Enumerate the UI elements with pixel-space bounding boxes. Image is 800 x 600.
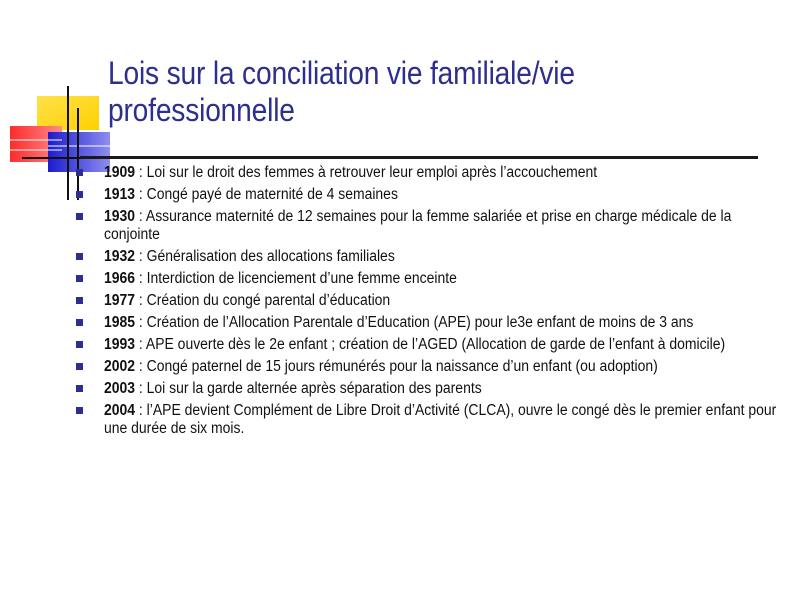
title-line-1: Lois sur la conciliation vie familiale/vie [108, 55, 575, 91]
square-bullet-icon [76, 253, 83, 260]
list-item [76, 292, 776, 310]
item-text: : Loi sur le droit des femmes à retrouver leur emploi après l’accouchement [135, 164, 598, 181]
item-year: 1977 [104, 292, 136, 309]
square-bullet-icon [76, 169, 83, 176]
list-item [76, 336, 776, 354]
square-bullet-icon [76, 385, 83, 392]
square-bullet-icon [76, 275, 83, 282]
item-text: : Création de l’Allocation Parentale d’Education (APE) pour le3e enfant de moins de 3 ans [135, 314, 694, 331]
item-year: 2002 [104, 358, 136, 375]
item-year: 1932 [104, 248, 136, 265]
list-item [76, 402, 776, 438]
list-item [76, 248, 776, 266]
item-year: 1913 [104, 186, 136, 203]
square-bullet-icon [76, 297, 83, 304]
item-text: : Congé paternel de 15 jours rémunérés pour la naissance d’un enfant (ou adoption) [135, 358, 658, 375]
law-list [76, 164, 776, 442]
item-year: 1909 [104, 164, 136, 181]
title-divider [80, 156, 758, 159]
item-year: 2004 [104, 402, 136, 419]
item-text: : Création du congé parental d’éducation [135, 292, 391, 309]
list-item [76, 358, 776, 376]
list-item [76, 314, 776, 332]
square-bullet-icon [76, 407, 83, 414]
list-item [76, 380, 776, 398]
item-year: 1966 [104, 270, 136, 287]
list-item [76, 164, 776, 182]
slide-title [108, 55, 689, 129]
item-text: : Assurance maternité de 12 semaines pour la femme salariée et prise en charge médicale de la conjointe [104, 208, 732, 243]
square-bullet-icon [76, 319, 83, 326]
item-text: : APE ouverte dès le 2e enfant ; création de l’AGED (Allocation de garde de l’enfant à domicile) [135, 336, 726, 353]
square-bullet-icon [76, 213, 83, 220]
item-text: : Loi sur la garde alternée après séparation des parents [135, 380, 482, 397]
item-text: : l’APE devient Complément de Libre Droit d’Activité (CLCA), ouvre le congé dès le premier enfant pour une durée de six mois. [104, 402, 777, 437]
item-text: : Généralisation des allocations familiales [135, 248, 395, 265]
item-year: 1985 [104, 314, 136, 331]
square-bullet-icon [76, 191, 83, 198]
item-text: : Interdiction de licenciement d’une femme enceinte [135, 270, 457, 287]
item-year: 1930 [104, 208, 136, 225]
list-item [76, 186, 776, 204]
item-year: 1993 [104, 336, 136, 353]
square-bullet-icon [76, 341, 83, 348]
title-line-2: professionnelle [108, 92, 295, 128]
list-item [76, 208, 776, 244]
item-year: 2003 [104, 380, 136, 397]
item-text: : Congé payé de maternité de 4 semaines [135, 186, 398, 203]
list-item [76, 270, 776, 288]
square-bullet-icon [76, 363, 83, 370]
